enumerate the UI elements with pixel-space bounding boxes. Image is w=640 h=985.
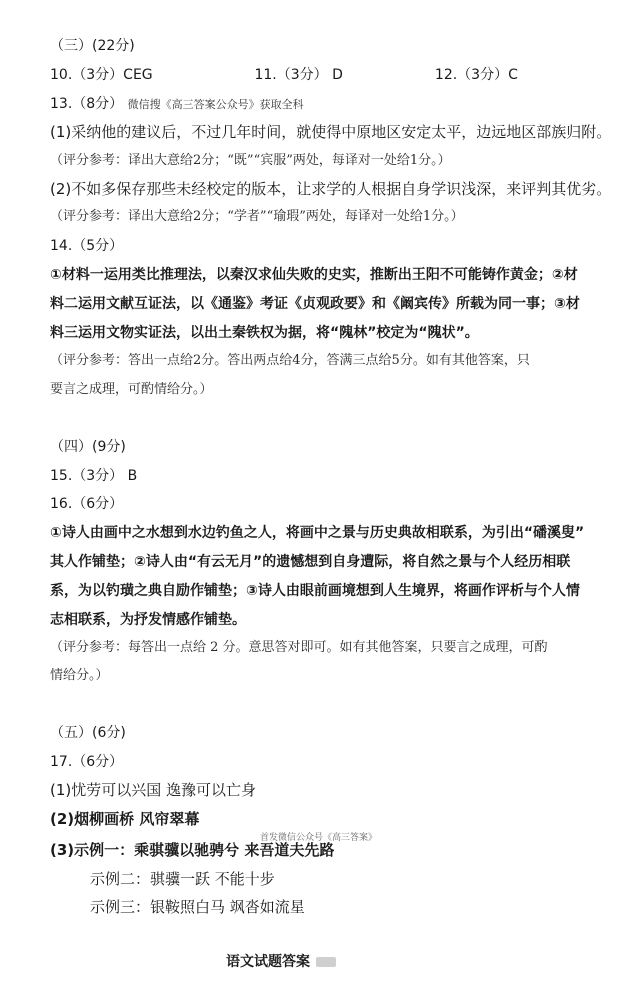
q14-note-line-1: （评分参考：答出一点给2分。答出两点给4分，答满三点给5分。如有其他答案，只 xyxy=(50,353,530,368)
q13-label: 13.（8分） xyxy=(50,96,124,112)
q17-example-2: 示例二：骐骥一跃 不能十步 xyxy=(90,870,275,888)
q10-answer: 10.（3分）CEG xyxy=(50,67,153,83)
q16-answer-line-2: 其人作铺垫；②诗人由“有云无月”的遗憾想到自身遭际，将自然之景与个人经历相联 xyxy=(50,554,571,570)
q12-answer: 12.（3分）C xyxy=(434,67,518,83)
q16-answer-line-3: 系，为以钓璜之典自励作铺垫；③诗人由眼前画境想到人生境界，将画作评析与个人情 xyxy=(50,583,580,599)
q16-answer-line-1: ①诗人由画中之水想到水边钓鱼之人，将画中之景与历史典故相联系，为引出“磻溪叟” xyxy=(50,525,585,541)
q13-answer-1: (1)采纳他的建议后，不过几年时间，就使得中原地区安定太平，边远地区部族归附。 xyxy=(50,123,612,141)
q16-label: 16.（6分） xyxy=(50,496,124,512)
q13-note-1: （评分参考：译出大意给2分；“既”“宾服”两处，每译对一处给1分。） xyxy=(50,153,451,168)
q16-answer-line-4: 志相联系，为抒发情感作铺垫。 xyxy=(50,612,246,628)
q17-answer-3: (3)示例一：乘骐骥以驰骋兮 来吾道夫先路 xyxy=(50,841,335,859)
q13-watermark: 微信搜《高三答案公众号》获取全科 xyxy=(127,98,304,111)
q15-answer: 15.（3分） B xyxy=(50,468,138,484)
footer-mark xyxy=(316,957,336,967)
q17-watermark: 首发微信公众号《高三答案》 xyxy=(260,833,378,843)
q14-answer-line-2: 料二运用文献互证法，以《通鉴》考证《贞观政要》和《阚宾传》所载为同一事；③材 xyxy=(50,296,580,312)
section-4-header: （四）(9分) xyxy=(50,439,126,455)
q14-note-line-2: 要言之成理，可酌情给分。） xyxy=(50,382,213,397)
q10-answer-row xyxy=(50,65,518,85)
page-footer xyxy=(226,951,336,971)
q16-note-line-2: 情给分。） xyxy=(50,668,109,683)
q14-answer-line-3: 料三运用文物实证法，以出土秦铁权为据，将“隗林”校定为“隗状”。 xyxy=(50,325,479,341)
q14-answer-line-1: ①材料一运用类比推理法，以秦汉求仙失败的史实，推断出王阳不可能铸作黄金；②材 xyxy=(50,267,578,283)
q17-label: 17.（6分） xyxy=(50,754,124,770)
q14-label: 14.（5分） xyxy=(50,238,124,254)
q17-answer-1: (1)忧劳可以兴国 逸豫可以亡身 xyxy=(50,781,257,799)
q13-header-row xyxy=(50,94,304,115)
q13-answer-2: (2)不如多保存那些未经校定的版本，让求学的人根据自身学识浅深，来评判其优劣。 xyxy=(50,180,612,198)
q17-answer-2: (2)烟柳画桥 风帘翠幕 xyxy=(50,810,200,828)
q17-example-3: 示例三：银鞍照白马 飒沓如流星 xyxy=(90,898,305,916)
footer-title: 语文试题答案 xyxy=(226,954,310,970)
q16-note-line-1: （评分参考：每答出一点给 2 分。意思答对即可。如有其他答案，只要言之成理，可酌 xyxy=(50,640,548,655)
section-5-header: （五）(6分) xyxy=(50,725,126,741)
q13-note-2: （评分参考：译出大意给2分；“学者”“瑜瑕”两处，每译对一处给1分。） xyxy=(50,209,464,224)
section-3-header: （三）(22分) xyxy=(50,38,135,54)
q11-answer: 11.（3分） D xyxy=(254,67,343,83)
